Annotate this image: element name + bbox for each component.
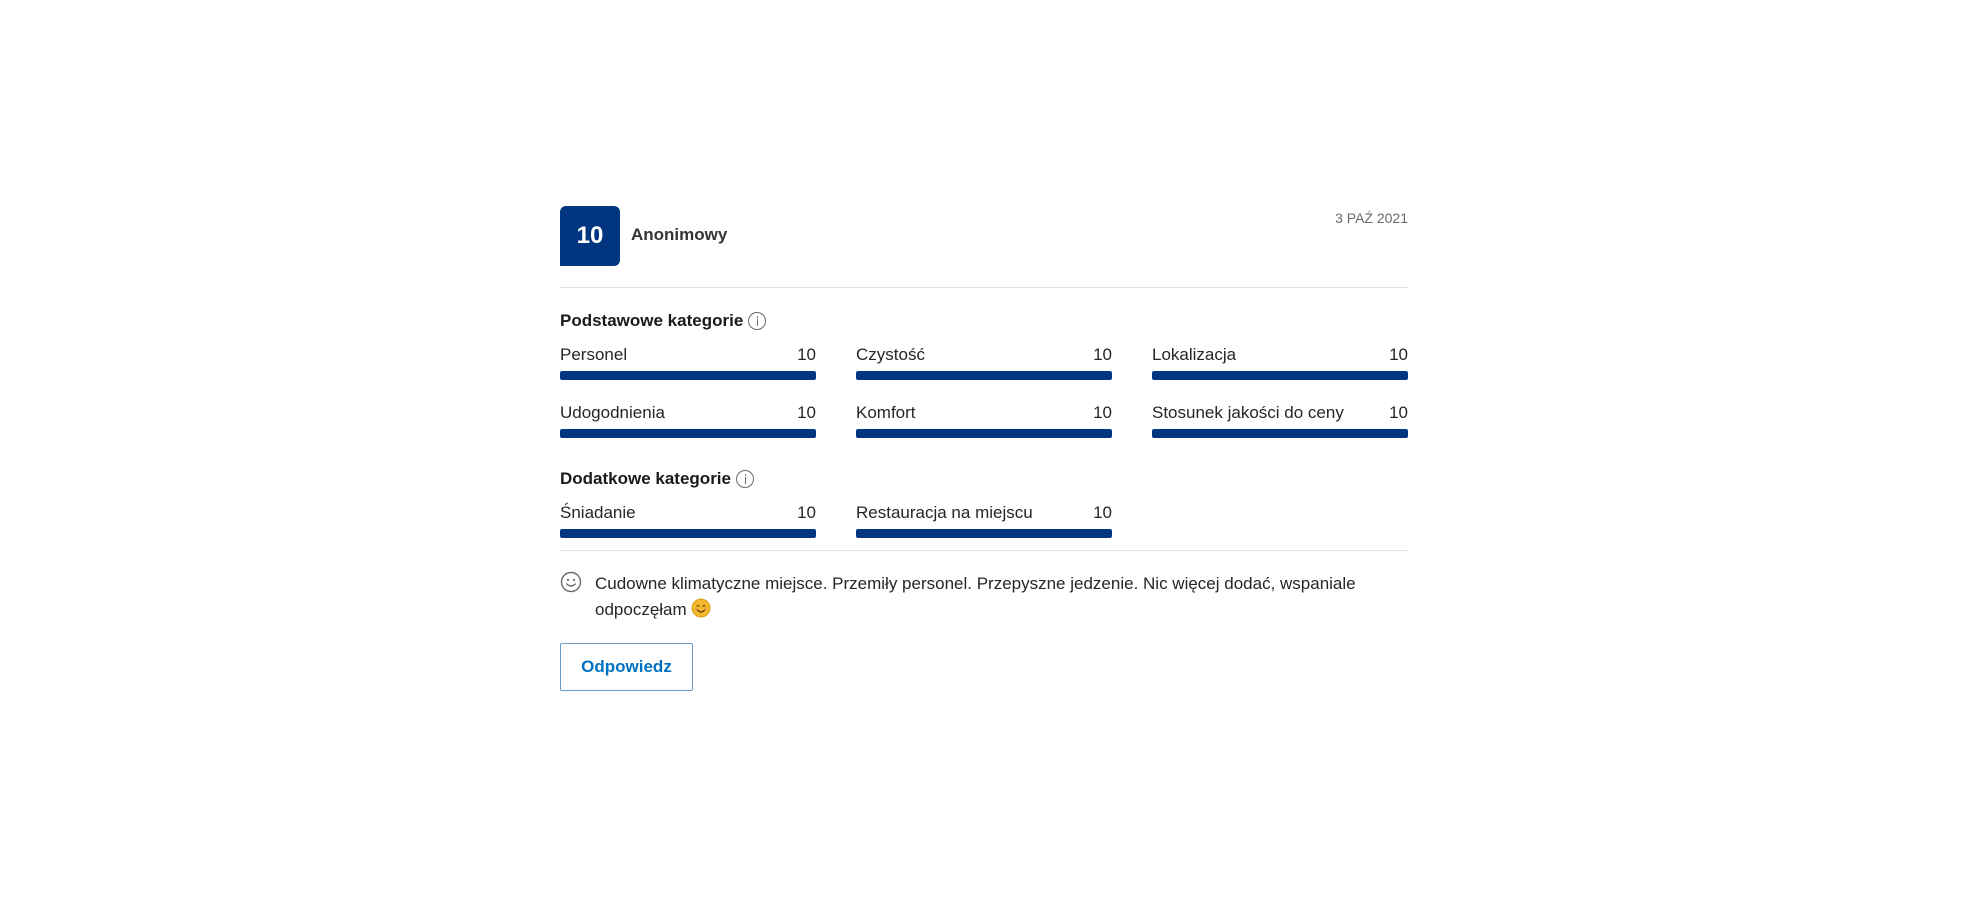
category-label: Śniadanie — [560, 503, 636, 522]
basic-categories-section — [560, 310, 1408, 438]
category-label: Udogodnienia — [560, 403, 665, 422]
score-bar-fill — [560, 371, 816, 380]
smiling-face-icon — [691, 598, 711, 618]
extra-categories-section — [560, 468, 1408, 538]
review-header — [560, 206, 1408, 288]
category-personel — [560, 344, 816, 380]
category-lokalizacja — [1152, 344, 1408, 380]
category-label: Personel — [560, 345, 628, 364]
category-score: 10 — [1093, 403, 1112, 422]
category-score: 10 — [797, 403, 816, 422]
score-bar-fill — [1152, 371, 1408, 380]
comment-text-block — [595, 571, 1395, 623]
extra-categories-title — [560, 468, 1408, 490]
score-badge: 10 — [560, 206, 620, 266]
score-bar — [560, 529, 816, 538]
category-label: Lokalizacja — [1152, 345, 1237, 364]
category-label: Stosunek jakości do ceny — [1152, 403, 1344, 422]
info-icon[interactable] — [748, 312, 766, 330]
smile-icon — [560, 571, 582, 593]
category-label: Restauracja na miejscu — [856, 503, 1033, 522]
basic-categories-grid — [560, 344, 1408, 438]
score-bar — [560, 429, 816, 438]
review-card — [560, 206, 1408, 691]
score-bar — [560, 371, 816, 380]
score-bar-fill — [560, 429, 816, 438]
extra-categories-heading: Dodatkowe kategorie — [560, 469, 731, 488]
score-bar — [856, 529, 1112, 538]
category-stosunek-jakosci-do-ceny — [1152, 402, 1408, 438]
category-label: Czystość — [856, 345, 925, 364]
reply-button[interactable]: Odpowiedz — [560, 643, 693, 691]
score-bar-fill — [560, 529, 816, 538]
score-bar — [1152, 371, 1408, 380]
review-comment — [560, 571, 1408, 623]
score-bar — [1152, 429, 1408, 438]
category-sniadanie — [560, 502, 816, 538]
category-score: 10 — [797, 345, 816, 364]
score-bar-fill — [856, 529, 1112, 538]
score-bar-fill — [856, 429, 1112, 438]
reviewer-name: Anonimowy — [631, 225, 728, 244]
basic-categories-title — [560, 310, 1408, 332]
category-czystosc — [856, 344, 1112, 380]
score-bar-fill — [856, 371, 1112, 380]
category-score: 10 — [1389, 345, 1408, 364]
category-komfort — [856, 402, 1112, 438]
comment-text: Cudowne klimatyczne miejsce. Przemiły personel. Przepyszne jedzenie. Nic więcej dodać, wspaniale odpoczęłam — [595, 574, 1356, 619]
category-score: 10 — [1093, 345, 1112, 364]
score-bar — [856, 429, 1112, 438]
category-score: 10 — [1389, 403, 1408, 422]
category-label: Komfort — [856, 403, 916, 422]
review-date: 3 PAŹ 2021 — [1335, 210, 1408, 226]
score-bar — [856, 371, 1112, 380]
basic-categories-heading: Podstawowe kategorie — [560, 311, 744, 330]
divider — [560, 550, 1408, 551]
score-bar-fill — [1152, 429, 1408, 438]
category-score: 10 — [797, 503, 816, 522]
category-udogodnienia — [560, 402, 816, 438]
info-icon[interactable] — [736, 470, 754, 488]
category-score: 10 — [1093, 503, 1112, 522]
extra-categories-grid — [560, 502, 1408, 538]
category-restauracja-na-miejscu — [856, 502, 1112, 538]
